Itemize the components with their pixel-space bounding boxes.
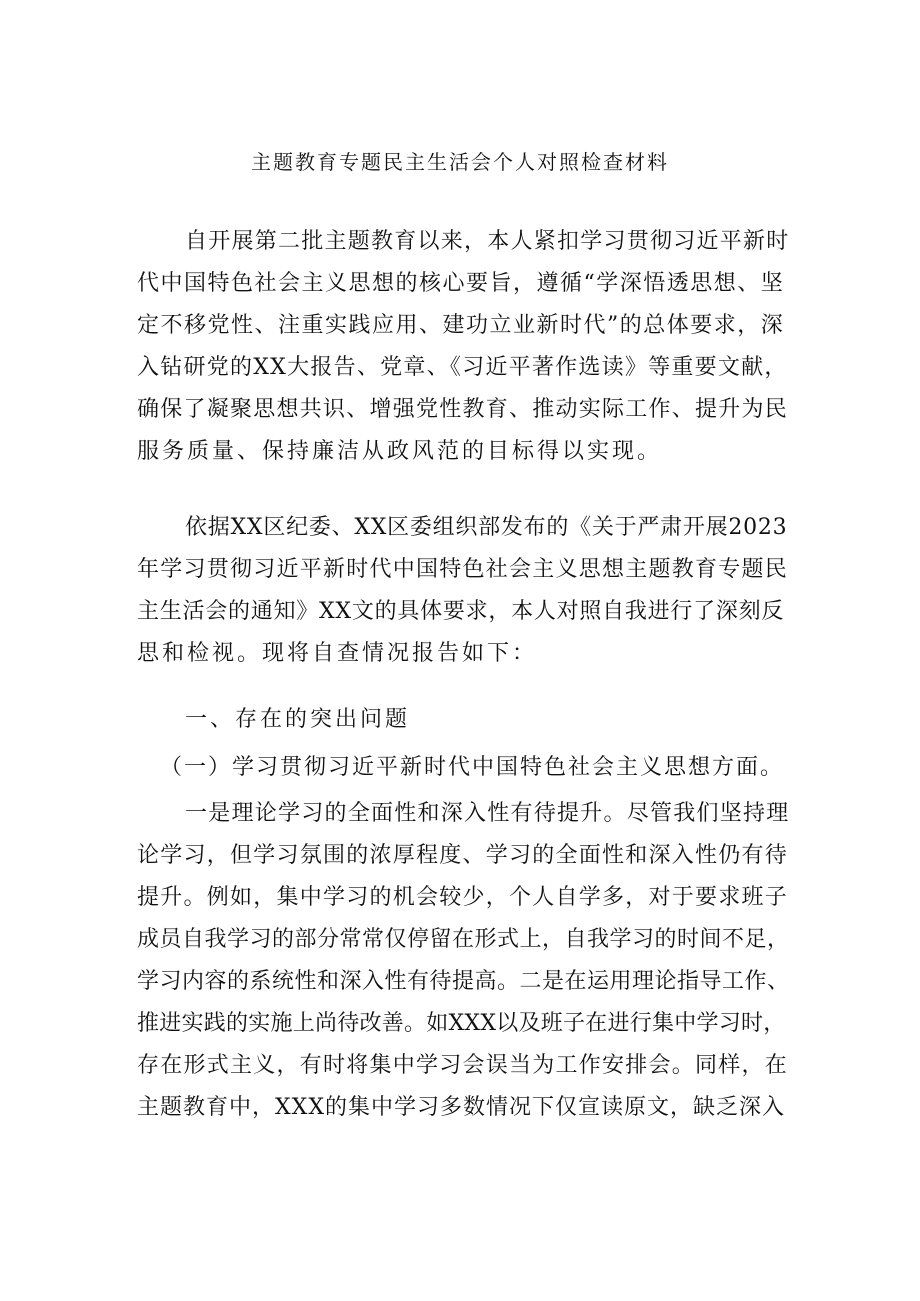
- paragraph-line: 定不移党性、注重实践应用、建功立业新时代”的总体要求，深: [137, 313, 785, 338]
- paragraph-line: 服务质量、保持廉洁从政风范的目标得以实现。: [137, 439, 663, 464]
- paragraph-line: 自开展第二批主题教育以来，本人紧扣学习贯彻习近平新时: [185, 229, 790, 254]
- paragraph-line: 论学习，但学习氛围的浓厚程度、学习的全面性和深入性仍有待: [137, 843, 789, 868]
- paragraph-line: 学习内容的系统性和深入性有待提高。二是在运用理论指导工作、: [137, 969, 790, 994]
- paragraph-line: 推进实践的实施上尚待改善。如XXX以及班子在进行集中学习时，: [137, 1011, 786, 1036]
- subsection-heading: （一）学习贯彻习近平新时代中国特色社会主义思想方面。: [160, 755, 785, 780]
- paragraph-line: 存在形式主义，有时将集中学习会误当为工作安排会。同样，在: [137, 1053, 789, 1078]
- paragraph-line: 依据XX区纪委、XX区委组织部发布的《关于严肃开展2023: [185, 515, 788, 540]
- paragraph-line: 主生活会的通知》XX文的具体要求，本人对照自我进行了深刻反: [137, 599, 785, 624]
- section-heading: 一、存在的突出问题: [185, 707, 411, 732]
- paragraph-line: 主题教育中，XXX的集中学习多数情况下仅宣读原文，缺乏深入: [137, 1095, 785, 1120]
- paragraph-line: 入钻研党的XX大报告、党章、《习近平著作选读》等重要文献，: [137, 355, 788, 380]
- paragraph-line: 确保了凝聚思想共识、增强党性教育、推动实际工作、提升为民: [137, 397, 789, 422]
- document-title: 主题教育专题民主生活会个人对照检查材料: [251, 150, 669, 174]
- paragraph-line: 成员自我学习的部分常常仅停留在形式上，自我学习的时间不足，: [137, 927, 790, 952]
- paragraph-line: 提升。例如，集中学习的机会较少，个人自学多，对于要求班子: [137, 885, 789, 910]
- paragraph-line: 一是理论学习的全面性和深入性有待提升。尽管我们坚持理: [185, 801, 790, 826]
- paragraph-line: 思和检视。现将自查情况报告如下：: [137, 641, 538, 666]
- paragraph-line: 代中国特色社会主义思想的核心要旨，遵循“学深悟透思想、坚: [137, 271, 785, 296]
- paragraph-line: 年学习贯彻习近平新时代中国特色社会主义思想主题教育专题民: [137, 557, 789, 582]
